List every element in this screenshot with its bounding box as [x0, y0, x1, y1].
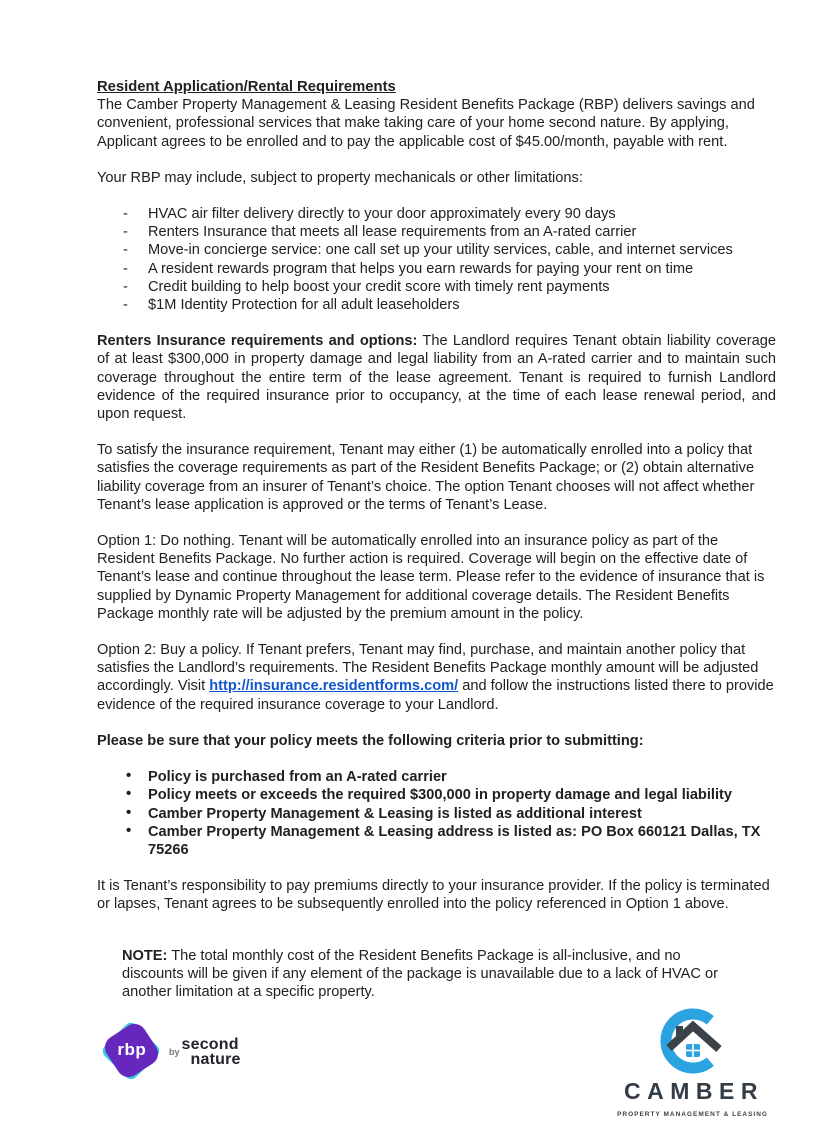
renters-insurance-paragraph	[97, 332, 776, 423]
note-lead: NOTE:	[122, 947, 168, 964]
benefit-item: - HVAC air filter delivery directly to your door approximately every 90 days	[97, 205, 776, 223]
option2-text-before-link: Option 2: Buy a policy. If Tenant prefers, Tenant may find, purchase, and maintain another policy that satisfies the Landlord’s requirements. The Resident Benefits Package monthly amount will be adjusted accordingly. Visit	[97, 642, 759, 695]
note-paragraph	[122, 947, 744, 1002]
rbp-purple-diamond-shape	[100, 1020, 162, 1082]
second-nature-word-top: second	[181, 1036, 239, 1054]
rbp-diamond-icon	[99, 1019, 163, 1083]
benefit-item: - Move-in concierge service: one call set up your utility services, cable, and internet services	[97, 241, 776, 259]
camber-tagline-label: PROPERTY MANAGEMENT & LEASING	[617, 1111, 768, 1119]
second-nature-by-label: by	[169, 1047, 180, 1058]
satisfy-requirement-paragraph: To satisfy the insurance requirement, Tenant may either (1) be automatically enrolled into a policy that satisfies the coverage requirements as part of the Resident Benefits Package; or (2) obtain alternative liability coverage from an insurer of Tenant’s choice. The option Tenant chooses will not affect whether Tenant’s lease application is approved or the terms of Tenant’s Lease.	[97, 442, 755, 513]
criteria-heading: Please be sure that your policy meets the following criteria prior to submitting:	[97, 732, 644, 749]
criteria-item: • Camber Property Management & Leasing address is listed as: PO Box 660121 Dallas, TX 75266	[97, 823, 776, 859]
benefit-item: - A resident rewards program that helps you earn rewards for paying your rent on time	[97, 260, 776, 278]
document-title: Resident Application/Rental Requirements	[97, 79, 396, 95]
note-body: The total monthly cost of the Resident Benefits Package is all-inclusive, and no discounts will be given if any element of the package is unavailable due to a lack of HVAC or another limitation at a specific property.	[122, 947, 718, 1000]
rbp-mark-label: rbp	[117, 1040, 146, 1060]
criteria-item: • Camber Property Management & Leasing is listed as additional interest	[97, 805, 776, 823]
benefit-item: - Credit building to help boost your credit score with timely rent payments	[97, 278, 776, 296]
rbp-second-nature-logo	[99, 1019, 241, 1083]
footer-logo-row	[97, 1015, 776, 1124]
option2-paragraph	[97, 641, 776, 714]
criteria-item: • Policy meets or exceeds the required $300,000 in property damage and legal liability	[97, 786, 776, 804]
insurance-residentforms-link[interactable]: http://insurance.residentforms.com/	[209, 678, 459, 695]
camber-name-label: CAMBER	[624, 1078, 764, 1105]
rbp-benefits-list	[97, 205, 776, 314]
criteria-item: • Policy is purchased from an A-rated carrier	[97, 768, 776, 786]
rbp-include-line: Your RBP may include, subject to property mechanicals or other limitations:	[97, 169, 583, 186]
responsibility-paragraph: It is Tenant’s responsibility to pay premiums directly to your insurance provider. If the policy is terminated or lapses, Tenant agrees to be subsequently enrolled into the policy referenced in Option 1 above.	[97, 878, 770, 913]
benefit-item: - Renters Insurance that meets all lease requirements from an A-rated carrier	[97, 223, 776, 241]
renters-insurance-lead: Renters Insurance requirements and options:	[97, 333, 418, 350]
renters-insurance-body: The Landlord requires Tenant obtain liability coverage of at least $300,000 in property damage and legal liability from an A-rated carrier and to maintain such coverage throughout the entire term of the lease agreement. Tenant is required to furnish Landlord evidence of the required insurance prior to occupancy, at the time of each lease renewal period, and upon request.	[97, 333, 776, 423]
second-nature-wordmark	[169, 1037, 241, 1067]
criteria-list	[97, 768, 776, 859]
option1-paragraph: Option 1: Do nothing. Tenant will be automatically enrolled into an insurance policy as part of the Resident Benefits Package. No further action is required. Coverage will begin on the effective date of Tenant’s lease and continue throughout the lease term. Please refer to the evidence of insurance that is supplied by Dynamic Property Management for additional coverage details. The Resident Benefits Package monthly rate will be adjusted by the premium amount in the policy.	[97, 533, 765, 622]
camber-house-icon	[639, 1001, 747, 1077]
option2-text-after-link: and follow the instructions listed there to provide evidence of the required insurance coverage to your Landlord.	[97, 678, 774, 713]
camber-logo	[617, 1001, 768, 1124]
benefit-item: - $1M Identity Protection for all adult leaseholders	[97, 296, 776, 314]
intro-paragraph: The Camber Property Management & Leasing Resident Benefits Package (RBP) delivers savings and convenient, professional services that make taking care of your home second nature. By applying, Applicant agrees to be enrolled and to pay the applicable cost of $45.00/month, payable with rent.	[97, 97, 755, 150]
second-nature-word-bottom: nature	[190, 1051, 241, 1069]
